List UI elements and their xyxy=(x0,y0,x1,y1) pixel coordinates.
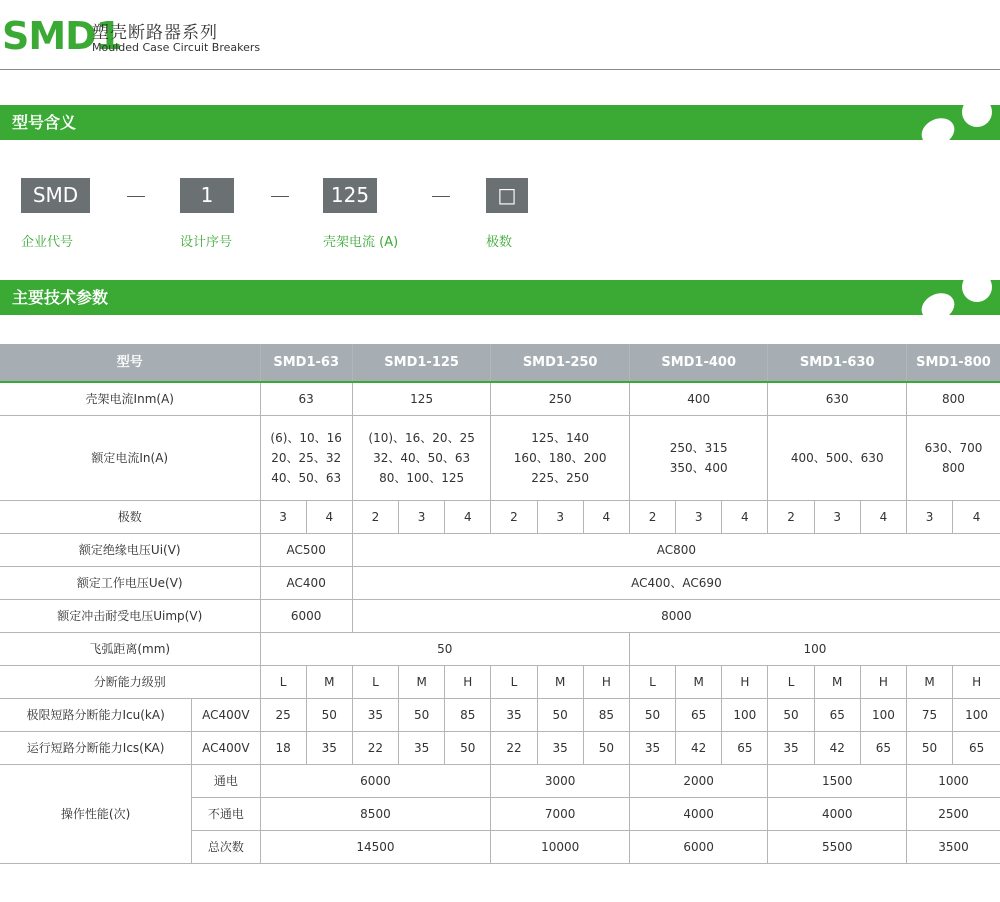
table-cell: 4 xyxy=(583,501,629,534)
table-cell: 4 xyxy=(306,501,352,534)
header-cell: SMD1-630 xyxy=(768,344,907,382)
table-cell: 2 xyxy=(629,501,675,534)
table-cell: 2500 xyxy=(906,798,1000,831)
table-cell: 630 xyxy=(768,382,907,416)
table-row xyxy=(0,416,1000,501)
table-cell: AC800 xyxy=(352,534,1000,567)
table-cell: 3500 xyxy=(906,831,1000,864)
table-cell: 8000 xyxy=(352,600,1000,633)
cell-line: 400、500、630 xyxy=(790,451,884,465)
row-voltage: AC400V xyxy=(192,699,260,732)
row-label: 运行短路分断能力Ics(KA) xyxy=(0,732,192,765)
section-title: 型号含义 xyxy=(12,113,77,132)
table-cell: 22 xyxy=(491,732,537,765)
table-cell: 3000 xyxy=(491,765,630,798)
table-cell: 50 xyxy=(583,732,629,765)
table-cell: 50 xyxy=(629,699,675,732)
table-cell: 125 xyxy=(352,382,491,416)
header-divider xyxy=(0,69,1000,70)
table-cell: L xyxy=(491,666,537,699)
cell-line: 20、25、32 xyxy=(271,451,342,465)
table-cell: 3 xyxy=(814,501,860,534)
row-label: 额定电流In(A) xyxy=(0,416,260,501)
table-cell: 4 xyxy=(860,501,906,534)
page-header xyxy=(0,0,1000,70)
table-cell: 14500 xyxy=(260,831,491,864)
table-row xyxy=(0,600,1000,633)
table-cell: 2 xyxy=(352,501,398,534)
page-subtitle: Moulded Case Circuit Breakers xyxy=(92,41,261,54)
table-cell: 22 xyxy=(352,732,398,765)
table-row xyxy=(0,382,1000,416)
row-label: 飞弧距离(mm) xyxy=(0,633,260,666)
decorative-dot-icon xyxy=(917,288,959,315)
table-cell: 100 xyxy=(860,699,906,732)
table-cell: 5500 xyxy=(768,831,907,864)
cell-line: 250、315 xyxy=(669,441,728,455)
table-cell: 6000 xyxy=(629,831,768,864)
table-cell: AC400 xyxy=(260,567,352,600)
table-cell: 3 xyxy=(537,501,583,534)
table-header-row xyxy=(0,344,1000,382)
table-cell: 42 xyxy=(676,732,722,765)
table-cell xyxy=(491,416,630,501)
table-cell: H xyxy=(860,666,906,699)
code-caption: 企业代号 xyxy=(21,235,74,250)
table-cell: 50 xyxy=(306,699,352,732)
row-label: 操作性能(次) xyxy=(0,765,192,864)
table-cell: 3 xyxy=(906,501,952,534)
code-box-enterprise: SMD xyxy=(21,178,90,213)
row-sublabel: 总次数 xyxy=(192,831,260,864)
row-label: 额定冲击耐受电压Uimp(V) xyxy=(0,600,260,633)
table-cell xyxy=(768,416,907,501)
cell-line: 125、140 xyxy=(531,431,590,445)
table-cell: L xyxy=(260,666,306,699)
row-label: 极限短路分断能力Icu(kA) xyxy=(0,699,192,732)
table-cell: 50 xyxy=(260,633,629,666)
table-cell: H xyxy=(722,666,768,699)
code-box-design: 1 xyxy=(180,178,234,213)
table-cell: L xyxy=(352,666,398,699)
cell-line: 800 xyxy=(942,461,965,475)
table-cell: 250 xyxy=(491,382,630,416)
table-cell: 800 xyxy=(906,382,1000,416)
table-cell xyxy=(629,416,768,501)
table-cell: M xyxy=(306,666,352,699)
section-banner-model-meaning xyxy=(0,105,1000,140)
table-cell: AC500 xyxy=(260,534,352,567)
section-banner-tech-params xyxy=(0,280,1000,315)
table-cell: 3 xyxy=(260,501,306,534)
cell-line: (6)、10、16 xyxy=(270,431,342,445)
table-cell: H xyxy=(445,666,491,699)
table-cell xyxy=(260,416,352,501)
page-title: 塑壳断路器系列 xyxy=(92,23,218,43)
table-cell: 85 xyxy=(583,699,629,732)
table-cell: 35 xyxy=(491,699,537,732)
table-cell: 1000 xyxy=(906,765,1000,798)
table-cell: 65 xyxy=(722,732,768,765)
table-cell: 1500 xyxy=(768,765,907,798)
table-row xyxy=(0,666,1000,699)
table-cell: 50 xyxy=(906,732,952,765)
table-cell: AC400、AC690 xyxy=(352,567,1000,600)
cell-line: 40、50、63 xyxy=(271,471,342,485)
table-cell: M xyxy=(399,666,445,699)
cell-line: 80、100、125 xyxy=(379,471,465,485)
row-voltage: AC400V xyxy=(192,732,260,765)
row-label: 极数 xyxy=(0,501,260,534)
table-cell: 3 xyxy=(399,501,445,534)
table-row xyxy=(0,567,1000,600)
row-sublabel: 通电 xyxy=(192,765,260,798)
table-cell: 35 xyxy=(399,732,445,765)
spec-table xyxy=(0,344,1000,864)
cell-line: 160、180、200 xyxy=(513,451,607,465)
code-separator xyxy=(432,196,450,197)
table-cell: 100 xyxy=(629,633,1000,666)
cell-line: (10)、16、20、25 xyxy=(368,431,475,445)
table-cell: 4 xyxy=(953,501,1000,534)
table-cell: 3 xyxy=(676,501,722,534)
decorative-dot-icon xyxy=(962,280,992,302)
table-cell: 75 xyxy=(906,699,952,732)
header-cell: SMD1-63 xyxy=(260,344,352,382)
table-cell: 42 xyxy=(814,732,860,765)
table-cell: M xyxy=(906,666,952,699)
table-cell: 6000 xyxy=(260,600,352,633)
table-cell: 2 xyxy=(491,501,537,534)
row-sublabel: 不通电 xyxy=(192,798,260,831)
table-cell xyxy=(906,416,1000,501)
table-cell: H xyxy=(583,666,629,699)
cell-line: 32、40、50、63 xyxy=(373,451,471,465)
table-cell: L xyxy=(768,666,814,699)
table-cell: 50 xyxy=(399,699,445,732)
table-cell: 2 xyxy=(768,501,814,534)
table-row xyxy=(0,633,1000,666)
table-cell: 6000 xyxy=(260,765,491,798)
table-cell: 65 xyxy=(953,732,1000,765)
table-cell: 10000 xyxy=(491,831,630,864)
table-cell: 4 xyxy=(445,501,491,534)
cell-line: 350、400 xyxy=(669,461,728,475)
header-cell: SMD1-125 xyxy=(352,344,491,382)
table-cell: M xyxy=(676,666,722,699)
table-cell: 2000 xyxy=(629,765,768,798)
table-cell: 35 xyxy=(768,732,814,765)
table-cell: 4000 xyxy=(629,798,768,831)
code-separator xyxy=(271,196,289,197)
table-cell: 4 xyxy=(722,501,768,534)
header-cell: 型号 xyxy=(0,344,260,382)
table-cell: 8500 xyxy=(260,798,491,831)
code-caption: 极数 xyxy=(486,235,513,250)
table-cell: L xyxy=(629,666,675,699)
code-caption: 设计序号 xyxy=(180,235,233,250)
table-cell: 50 xyxy=(537,699,583,732)
code-box-frame: 125 xyxy=(323,178,377,213)
table-cell: 50 xyxy=(445,732,491,765)
row-label: 额定工作电压Ue(V) xyxy=(0,567,260,600)
row-label: 壳架电流Inm(A) xyxy=(0,382,260,416)
cell-line: 225、250 xyxy=(531,471,590,485)
code-box-poles: □ xyxy=(486,178,528,213)
table-cell: 65 xyxy=(676,699,722,732)
table-cell: 18 xyxy=(260,732,306,765)
decorative-dot-icon xyxy=(917,113,959,140)
table-row xyxy=(0,501,1000,534)
table-cell: H xyxy=(953,666,1000,699)
table-cell: 35 xyxy=(537,732,583,765)
table-cell: 100 xyxy=(722,699,768,732)
table-row xyxy=(0,732,1000,765)
table-cell: 85 xyxy=(445,699,491,732)
table-row xyxy=(0,534,1000,567)
table-row xyxy=(0,765,1000,798)
table-cell: 65 xyxy=(860,732,906,765)
row-label: 额定绝缘电压Ui(V) xyxy=(0,534,260,567)
header-cell: SMD1-800 xyxy=(906,344,1000,382)
table-row xyxy=(0,699,1000,732)
table-cell: 65 xyxy=(814,699,860,732)
row-label: 分断能力级别 xyxy=(0,666,260,699)
brand-logo: SMD1 xyxy=(2,14,122,58)
decorative-dot-icon xyxy=(962,105,992,127)
table-cell: 4000 xyxy=(768,798,907,831)
cell-line: 630、700 xyxy=(924,441,983,455)
table-cell: 100 xyxy=(953,699,1000,732)
table-cell: 7000 xyxy=(491,798,630,831)
code-caption: 壳架电流 (A) xyxy=(323,235,399,250)
table-cell: 400 xyxy=(629,382,768,416)
table-cell: 63 xyxy=(260,382,352,416)
header-cell: SMD1-400 xyxy=(629,344,768,382)
table-cell: 35 xyxy=(629,732,675,765)
table-cell: 35 xyxy=(306,732,352,765)
table-cell xyxy=(352,416,491,501)
header-cell: SMD1-250 xyxy=(491,344,630,382)
table-cell: 50 xyxy=(768,699,814,732)
table-cell: 35 xyxy=(352,699,398,732)
code-separator xyxy=(127,196,145,197)
table-cell: 25 xyxy=(260,699,306,732)
table-cell: M xyxy=(814,666,860,699)
table-cell: M xyxy=(537,666,583,699)
section-title: 主要技术参数 xyxy=(12,288,109,307)
